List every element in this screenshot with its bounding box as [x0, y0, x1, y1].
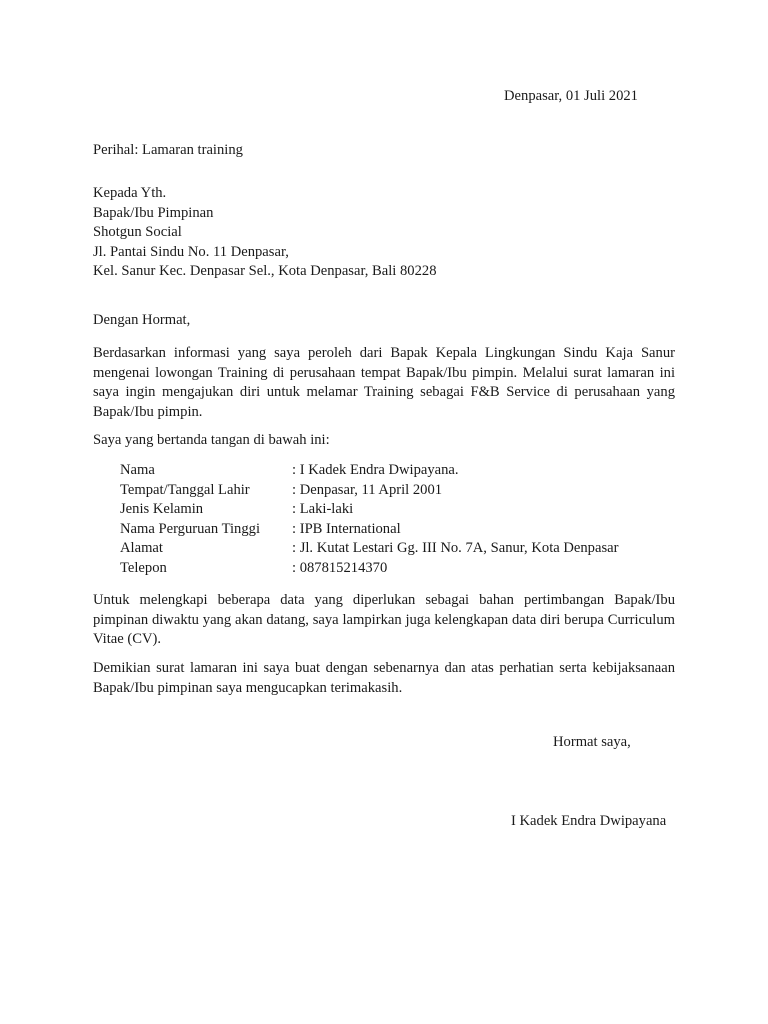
recipient-address-line2: Kel. Sanur Kec. Denpasar Sel., Kota Denpasar, Bali 80228: [93, 263, 437, 279]
letter-date: Denpasar, 01 Juli 2021: [504, 88, 638, 104]
detail-value: : I Kadek Endra Dwipayana.: [292, 462, 459, 478]
detail-row-birth: [120, 481, 618, 501]
signer-name: I Kadek Endra Dwipayana: [511, 813, 667, 829]
greeting: Dengan Hormat,: [93, 312, 191, 328]
detail-row-name: [120, 461, 618, 481]
detail-value: : Laki-laki: [292, 501, 354, 517]
details-intro: Saya yang bertanda tangan di bawah ini:: [93, 432, 330, 448]
applicant-details: [120, 461, 618, 578]
detail-label: Tempat/Tanggal Lahir: [120, 481, 250, 498]
closing: Hormat saya,: [553, 734, 631, 750]
body-paragraph-1: Berdasarkan informasi yang saya peroleh dari Bapak Kepala Lingkungan Sindu Kaja Sanur mengenai lowongan Training di perusahaan tempat Bapak/Ibu pimpin. Melalui surat lamaran ini saya ingin mengajukan diri untuk melamar Training sebagai F&B Service di perusahaan yang Bapak/Ibu pimpin.: [93, 345, 675, 420]
detail-value: : Denpasar, 11 April 2001: [292, 481, 443, 498]
detail-row-university: [120, 520, 618, 540]
recipient-block: [93, 184, 437, 282]
detail-value: : IPB International: [292, 520, 401, 537]
detail-label: Jenis Kelamin: [120, 501, 204, 517]
detail-row-gender: [120, 500, 618, 520]
body-paragraph-2: Untuk melengkapi beberapa data yang diperlukan sebagai bahan pertimbangan Bapak/Ibu pimpinan diwaktu yang akan datang, saya lampirkan juga kelengkapan data diri berupa Curriculum Vitae (CV).: [93, 592, 675, 647]
recipient-company: Shotgun Social: [93, 224, 182, 240]
detail-value: : 087815214370: [292, 559, 388, 576]
detail-label: Telepon: [120, 559, 167, 576]
recipient-address-line1: Jl. Pantai Sindu No. 11 Denpasar,: [93, 243, 289, 260]
letter-subject: Perihal: Lamaran training: [93, 142, 243, 158]
body-paragraph-3: Demikian surat lamaran ini saya buat dengan sebenarnya dan atas perhatian serta kebijaksanaan Bapak/Ibu pimpinan saya mengucapkan terimakasih.: [93, 660, 675, 696]
detail-row-phone: [120, 559, 618, 579]
detail-row-address: [120, 539, 618, 559]
detail-label: Alamat: [120, 540, 163, 556]
detail-label: Nama Perguruan Tinggi: [120, 520, 260, 537]
detail-label: Nama: [120, 462, 155, 478]
detail-value: : Jl. Kutat Lestari Gg. III No. 7A, Sanur, Kota Denpasar: [292, 540, 619, 556]
recipient-title: Bapak/Ibu Pimpinan: [93, 204, 214, 221]
recipient-salutation: Kepada Yth.: [93, 185, 167, 201]
